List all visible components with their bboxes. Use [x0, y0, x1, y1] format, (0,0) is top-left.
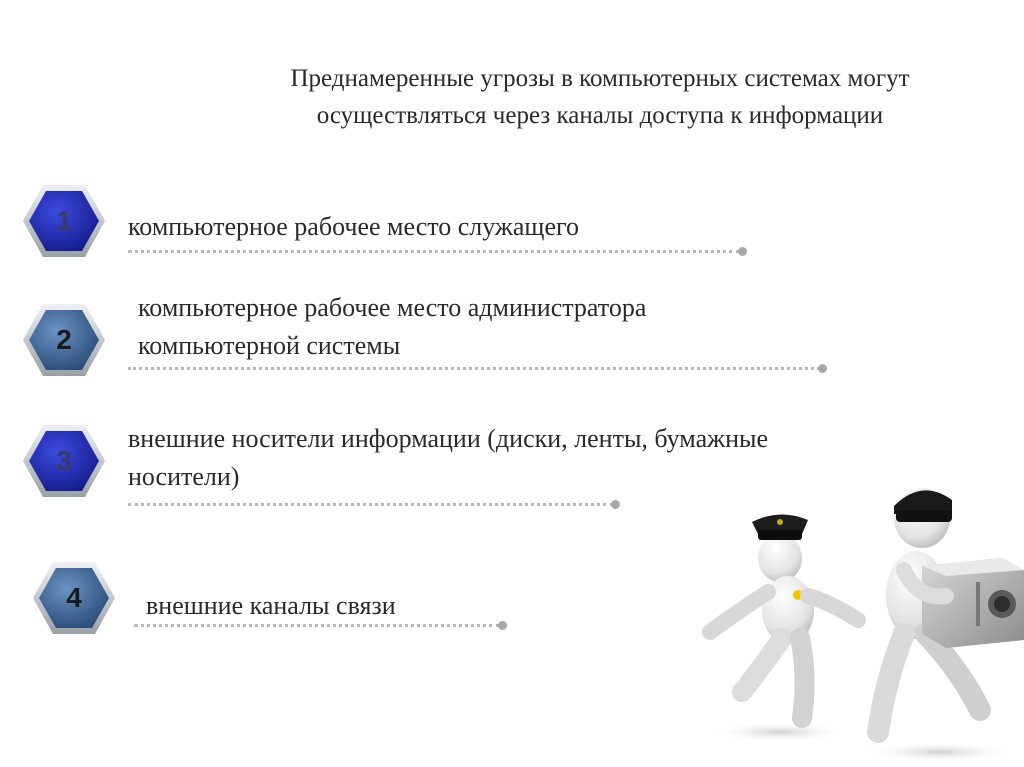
- item-text-1: [128, 208, 579, 246]
- dotted-underline-2: [128, 367, 820, 370]
- item-text-3: [128, 420, 768, 496]
- dotted-underline-3: [128, 503, 613, 506]
- hexagon-badge-1: [22, 183, 106, 259]
- hexagon-badge-2: [22, 302, 106, 378]
- hexagon-badge-4: [32, 560, 116, 636]
- dot-end-4: [498, 621, 507, 630]
- item-2-line-2: компьютерной системы: [138, 331, 401, 360]
- guard-figure-icon: [710, 514, 858, 718]
- badge-number-1: 1: [56, 205, 72, 236]
- item-3-line-1: внешние носители информации (диски, ленты, бумажные: [128, 424, 769, 453]
- item-3-line-2: носители): [128, 462, 240, 491]
- dot-end-1: [738, 247, 747, 256]
- dot-end-2: [818, 364, 827, 373]
- item-1-line-1: компьютерное рабочее место служащего: [128, 212, 580, 241]
- badge-number-3: 3: [56, 445, 72, 476]
- item-4-line-1: внешние каналы связи: [146, 591, 396, 620]
- slide-title: [150, 60, 1024, 134]
- badge-number-4: 4: [66, 582, 82, 613]
- item-text-4: [146, 587, 396, 625]
- dot-end-3: [611, 500, 620, 509]
- dotted-underline-1: [128, 250, 740, 253]
- item-2-line-1: компьютерное рабочее место администратора: [138, 293, 647, 322]
- item-text-2: [138, 289, 646, 365]
- dotted-underline-4: [134, 624, 500, 627]
- hexagon-badge-3: [22, 423, 106, 499]
- title-line-2: осуществляться через каналы доступа к информации: [316, 102, 884, 129]
- guard-and-thief-illustration: [690, 470, 1024, 760]
- title-line-1: Преднамеренные угрозы в компьютерных системах могут: [290, 65, 910, 92]
- badge-number-2: 2: [56, 324, 72, 355]
